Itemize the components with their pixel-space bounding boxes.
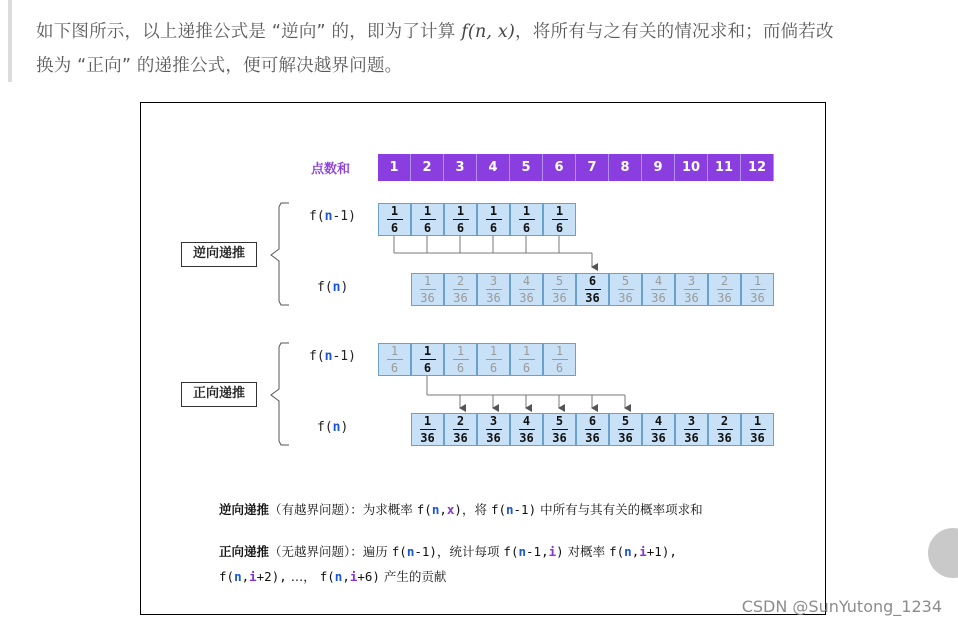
fraction-cell — [444, 273, 477, 306]
fraction-denominator: 6 — [555, 221, 564, 236]
note-forward-line-2: f(n,i+2), …， f(n,i+6) 产生的贡献 — [219, 569, 447, 584]
fraction-bar — [552, 359, 568, 361]
fraction-numerator: 1 — [390, 203, 399, 218]
fraction-numerator: 1 — [423, 203, 432, 218]
fraction-cell — [609, 413, 642, 446]
quote-line-2: 换为 “正向” 的递推公式，便可解决越界问题。 — [36, 56, 403, 76]
fraction-cell — [411, 273, 444, 306]
math-expression: f(n, x) — [461, 22, 516, 42]
row-label-f-prev: f(n-1) — [309, 349, 356, 364]
fraction-numerator: 5 — [621, 413, 630, 428]
section-label-forward: 正向递推 — [181, 382, 257, 407]
fraction-bar — [387, 359, 403, 361]
fraction-bar — [420, 429, 436, 431]
fraction-cell — [543, 413, 576, 446]
quote-line-1 — [36, 18, 834, 43]
fraction-cell — [576, 273, 609, 306]
fraction-denominator: 36 — [420, 431, 435, 446]
fraction-numerator: 3 — [687, 413, 696, 428]
fraction-bar — [552, 429, 568, 431]
fraction-cell — [477, 203, 510, 236]
fraction-numerator: 1 — [522, 203, 531, 218]
fraction-numerator: 1 — [423, 413, 432, 428]
fraction-bar — [552, 219, 568, 221]
fraction-numerator: 4 — [522, 413, 531, 428]
fraction-numerator: 1 — [489, 203, 498, 218]
row-label-f-prev: f(n-1) — [309, 209, 356, 224]
fraction-bar — [651, 429, 667, 431]
fraction-cell — [510, 413, 543, 446]
fraction-cell — [543, 203, 576, 236]
fraction-numerator: 1 — [555, 343, 564, 358]
fraction-cell — [543, 343, 576, 376]
fraction-denominator: 36 — [519, 291, 534, 306]
quote-text: 如下图所示，以上递推公式是 “逆向” 的，即为了计算 — [36, 22, 462, 42]
fraction-bar — [651, 289, 667, 291]
fraction-denominator: 36 — [552, 291, 567, 306]
header-cell: 6 — [543, 154, 576, 181]
fraction-bar — [486, 359, 502, 361]
fraction-bar — [552, 289, 568, 291]
fraction-denominator: 36 — [453, 291, 468, 306]
reverse-connectors — [394, 236, 592, 267]
fraction-numerator: 1 — [522, 343, 531, 358]
fraction-cell — [543, 273, 576, 306]
fraction-denominator: 36 — [618, 431, 633, 446]
header-cell: 12 — [741, 154, 774, 181]
fraction-denominator: 6 — [423, 221, 432, 236]
header-cell: 10 — [675, 154, 708, 181]
fraction-denominator: 36 — [486, 431, 501, 446]
fraction-denominator: 6 — [456, 361, 465, 376]
fraction-numerator: 2 — [456, 273, 465, 288]
fraction-cell — [675, 413, 708, 446]
fraction-numerator: 3 — [489, 273, 498, 288]
bracket-reverse — [271, 203, 289, 305]
fraction-denominator: 6 — [489, 361, 498, 376]
watermark: CSDN @SunYutong_1234 — [741, 597, 942, 616]
fraction-numerator: 1 — [753, 273, 762, 288]
fraction-cell — [444, 343, 477, 376]
fraction-numerator: 1 — [456, 203, 465, 218]
fraction-bar — [684, 289, 700, 291]
fraction-cell — [741, 273, 774, 306]
fraction-cell — [510, 343, 543, 376]
fraction-denominator: 36 — [618, 291, 633, 306]
fraction-numerator: 4 — [522, 273, 531, 288]
fraction-bar — [750, 429, 766, 431]
fraction-numerator: 2 — [456, 413, 465, 428]
fraction-denominator: 36 — [717, 431, 732, 446]
fraction-bar — [453, 219, 469, 221]
fraction-numerator: 5 — [555, 273, 564, 288]
header-cell: 9 — [642, 154, 675, 181]
fraction-bar — [420, 359, 436, 361]
fraction-bar — [486, 429, 502, 431]
header-cell: 7 — [576, 154, 609, 181]
fraction-cell — [444, 203, 477, 236]
scroll-top-button[interactable] — [928, 528, 958, 578]
fraction-cell — [444, 413, 477, 446]
fraction-numerator: 1 — [555, 203, 564, 218]
fraction-numerator: 2 — [720, 273, 729, 288]
fraction-numerator: 3 — [687, 273, 696, 288]
fraction-cell — [477, 343, 510, 376]
fraction-denominator: 36 — [453, 431, 468, 446]
header-cell: 2 — [411, 154, 444, 181]
fraction-bar — [420, 219, 436, 221]
row-label-f: f(n) — [317, 280, 349, 295]
fraction-denominator: 36 — [585, 291, 600, 306]
fraction-numerator: 1 — [390, 343, 399, 358]
fraction-cell — [378, 203, 411, 236]
fraction-bar — [750, 289, 766, 291]
fraction-numerator: 3 — [489, 413, 498, 428]
fraction-denominator: 6 — [390, 361, 399, 376]
fraction-cell — [708, 273, 741, 306]
fraction-numerator: 5 — [555, 413, 564, 428]
header-cell: 4 — [477, 154, 510, 181]
fraction-cell — [642, 273, 675, 306]
fraction-bar — [717, 429, 733, 431]
fraction-numerator: 4 — [654, 413, 663, 428]
fraction-bar — [585, 289, 601, 291]
fraction-numerator: 6 — [588, 413, 597, 428]
fraction-denominator: 6 — [390, 221, 399, 236]
fraction-bar — [387, 219, 403, 221]
fraction-denominator: 36 — [486, 291, 501, 306]
header-cell: 8 — [609, 154, 642, 181]
fraction-cell — [510, 203, 543, 236]
header-cell: 3 — [444, 154, 477, 181]
fraction-bar — [486, 289, 502, 291]
fraction-cell — [741, 413, 774, 446]
fraction-denominator: 36 — [651, 291, 666, 306]
fraction-denominator: 6 — [456, 221, 465, 236]
fraction-numerator: 6 — [588, 273, 597, 288]
quote-text: ，将所有与之有关的情况求和；而倘若改 — [515, 22, 834, 42]
fraction-numerator: 2 — [720, 413, 729, 428]
fraction-cell — [477, 413, 510, 446]
fraction-denominator: 36 — [420, 291, 435, 306]
header-cell: 5 — [510, 154, 543, 181]
fraction-denominator: 6 — [489, 221, 498, 236]
fraction-bar — [519, 219, 535, 221]
fraction-bar — [519, 429, 535, 431]
fraction-denominator: 6 — [522, 361, 531, 376]
header-label: 点数和 — [311, 162, 351, 177]
fraction-denominator: 36 — [717, 291, 732, 306]
fraction-bar — [519, 289, 535, 291]
note-forward-line-1: 正向递推（无越界问题）：遍历 f(n-1)，统计每项 f(n-1,i) 对概率 f(n,i+1), — [219, 544, 677, 559]
fraction-denominator: 36 — [552, 431, 567, 446]
fraction-numerator: 4 — [654, 273, 663, 288]
header-cell: 11 — [708, 154, 741, 181]
fraction-numerator: 1 — [423, 343, 432, 358]
fraction-bar — [585, 429, 601, 431]
fraction-numerator: 1 — [489, 343, 498, 358]
diagram-figure — [140, 102, 826, 615]
fraction-denominator: 36 — [651, 431, 666, 446]
fraction-denominator: 6 — [555, 361, 564, 376]
fraction-bar — [684, 429, 700, 431]
fraction-bar — [717, 289, 733, 291]
row-label-f: f(n) — [317, 420, 349, 435]
fraction-cell — [477, 273, 510, 306]
fraction-cell — [609, 273, 642, 306]
fraction-bar — [519, 359, 535, 361]
fraction-cell — [708, 413, 741, 446]
fraction-denominator: 6 — [423, 361, 432, 376]
fraction-denominator: 6 — [522, 221, 531, 236]
quote-block — [8, 0, 958, 82]
note-reverse: 逆向递推（有越界问题）：为求概率 f(n,x)，将 f(n-1) 中所有与其有关的概率项求和 — [219, 502, 703, 517]
fraction-denominator: 36 — [750, 291, 765, 306]
fraction-cell — [411, 413, 444, 446]
fraction-bar — [618, 289, 634, 291]
fraction-cell — [675, 273, 708, 306]
fraction-cell — [411, 203, 444, 236]
fraction-denominator: 36 — [519, 431, 534, 446]
section-label-reverse: 逆向递推 — [181, 242, 257, 267]
fraction-cell — [411, 343, 444, 376]
bracket-forward — [271, 343, 289, 445]
fraction-denominator: 36 — [585, 431, 600, 446]
fraction-numerator: 1 — [753, 413, 762, 428]
fraction-bar — [453, 359, 469, 361]
fraction-bar — [486, 219, 502, 221]
fraction-bar — [453, 289, 469, 291]
fraction-cell — [378, 343, 411, 376]
fraction-numerator: 1 — [423, 273, 432, 288]
fraction-numerator: 5 — [621, 273, 630, 288]
fraction-cell — [642, 413, 675, 446]
fraction-bar — [618, 429, 634, 431]
fraction-denominator: 36 — [684, 291, 699, 306]
fraction-bar — [453, 429, 469, 431]
forward-connectors — [427, 376, 625, 408]
fraction-bar — [420, 289, 436, 291]
header-cell: 1 — [378, 154, 411, 181]
fraction-cell — [576, 413, 609, 446]
fraction-denominator: 36 — [750, 431, 765, 446]
fraction-denominator: 36 — [684, 431, 699, 446]
fraction-cell — [510, 273, 543, 306]
fraction-numerator: 1 — [456, 343, 465, 358]
